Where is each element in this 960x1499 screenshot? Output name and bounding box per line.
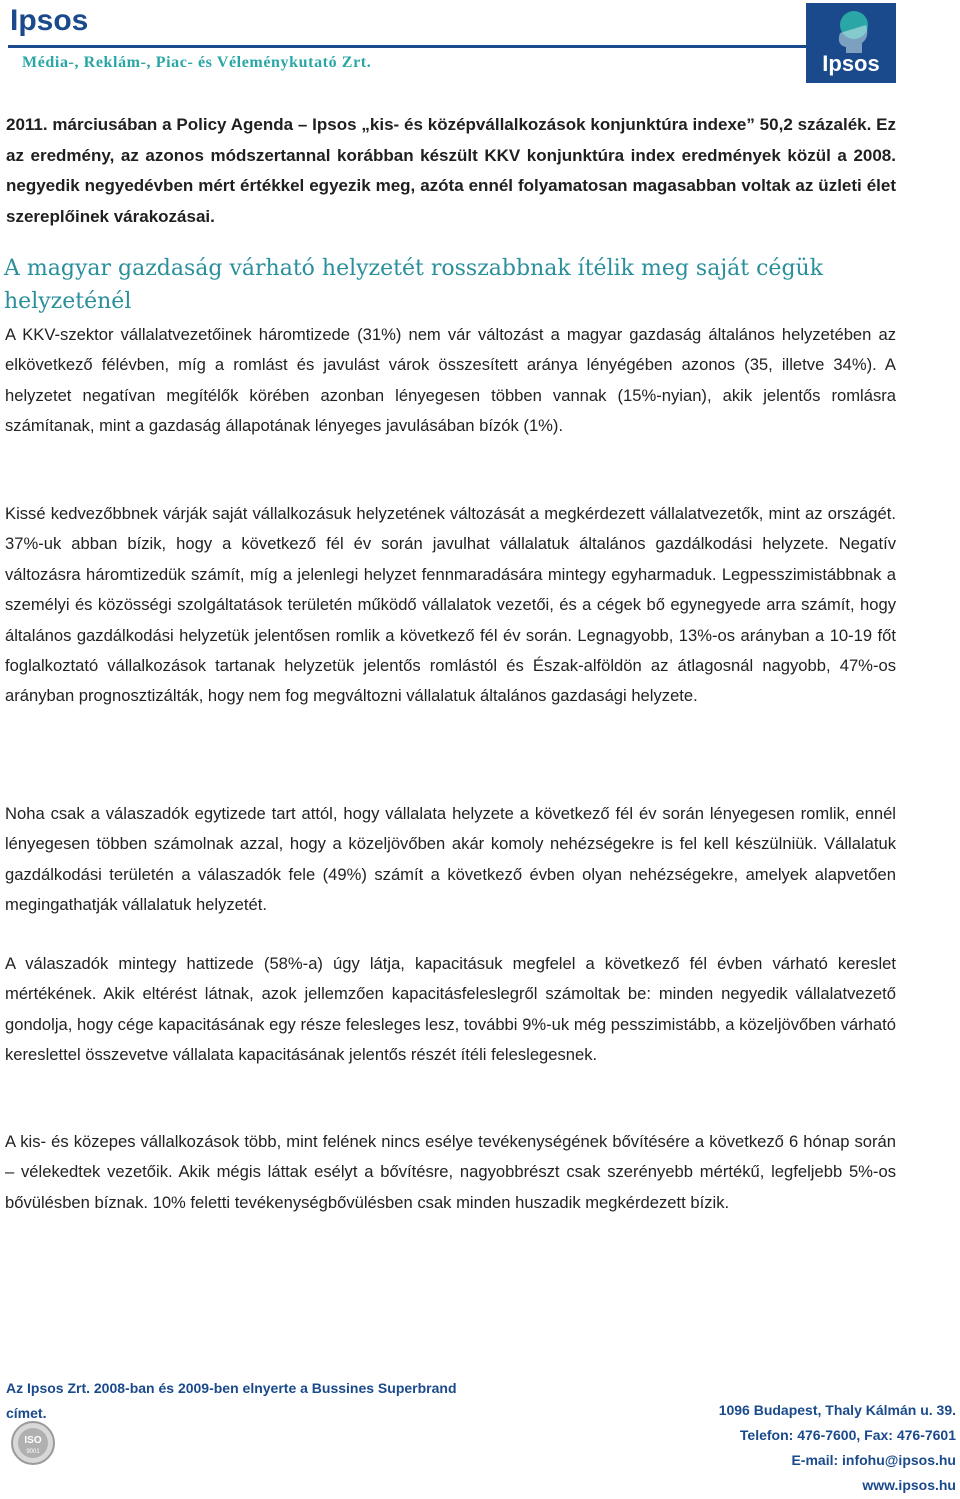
footer-award [6,1376,457,1426]
logo-text: Ipsos [822,51,880,76]
address: 1096 Budapest, Thaly Kálmán u. 39. [718,1402,956,1418]
email[interactable]: E-mail: infohu@ipsos.hu [791,1452,956,1468]
award-line-2: címet. [6,1405,47,1421]
lead-paragraph: 2011. márciusában a Policy Agenda – Ipsos „kis- és középvállalkozások konjunktúra indexe” 50,2 százalék. Ez az eredmény, az azonos módszertannal korábban készült KKV konjunktúra index eredmények közül a 2008. negyedik negyedévben mért értékkel egyezik meg, azóta ennél folyamatosan magasabban voltak az üzleti élet szereplőinek várakozásai. [6,115,896,226]
award-line-1: Az Ipsos Zrt. 2008-ban és 2009-ben elnyerte a Bussines Superbrand [6,1380,457,1396]
header-rule [8,45,808,48]
iso-label: ISO [24,1435,42,1446]
body-paragraph: A kis- és közepes vállalkozások több, mint felének nincs esélye tevékenységének bővítésére a következő 6 hónap során – vélekedtek vezetőik. Akik mégis láttak esélyt a bővítésre, nagyobbrészt csak szerényebb mértékű, legfeljebb 5%-os bővülésben bíznak. 10% feletti tevékenységbővülésben csak minden huszadik megkérdezett bízik. [5,1132,896,1212]
body-paragraph: A KKV-szektor vállalatvezetőinek háromtizede (31%) nem vár változást a magyar gazdaság általános helyzetében az elkövetkező félévben, míg a romlást és javulást várok összesített aránya lényégében azonos (35, illetve 34%). A helyzetet negatívan megítélők körében azonban lényegesen többen vannak (15%-nyian), akik jelentős romlásra számítanak, mint a gazdaság állapotának lényeges javulásában bízók (1%). [5,325,896,436]
section-heading: A magyar gazdaság várható helyzetét rosszabbnak ítélik meg saját cégük helyzeténél [4,256,824,314]
website-link[interactable]: www.ipsos.hu [862,1477,956,1493]
phone-fax: Telefon: 476-7600, Fax: 476-7601 [739,1427,956,1443]
iso-certification-icon [10,1420,56,1466]
footer-contact [719,1398,956,1498]
iso-number: 9001 [26,1449,40,1455]
body-paragraph: Noha csak a válaszadók egytizede tart attól, hogy vállalata helyzete a következő fél év során lényegesen romlik, ennél lényegesen többen számolnak azzal, hogy a közeljövőben akár komoly nehézségekre is fel kell készülniük. Vállalatuk gazdálkodási területén a válaszadók fele (49%) számít a következő évben olyan nehézségekre, amelyek alapvetően megingathatják vállalatuk helyzetét. [5,804,896,915]
brand-name: Ipsos [10,4,89,37]
page-header [0,0,960,95]
company-subtitle: Média-, Reklám-, Piac- és Véleménykutató Zrt. [22,54,372,71]
ipsos-logo-icon [806,3,896,83]
body-paragraph: Kissé kedvezőbbnek várják saját vállalkozásuk helyzetének változását a megkérdezett vállalatvezetők, mint az országét. 37%-uk abban bízik, hogy a következő fél év során javulhat vállalatuk általános gazdálkodási helyzete. Negatív változásra háromtizedük számít, míg a jelenlegi helyzet fennmaradására mintegy egyharmaduk. Legpesszimistábbnak a személyi és közösségi szolgáltatások területén működő vállalatok vezetői, és a cégek bő egynegyede arra számít, hogy általános gazdálkodási helyzetük jelentősen romlik a következő fél év során. Legnagyobb, 13%-os arányban a 10-19 főt foglalkoztató vállalkozások tartanak helyzetük jelentős romlástól és Észak-alföldön az átlagosnál nagyobb, 47%-os arányban prognosztizálták, hogy nem fog megváltozni vállalatuk általános gazdasági helyzete. [5,504,896,706]
body-paragraph: A válaszadók mintegy hattizede (58%-a) úgy látja, kapacitásuk megfelel a következő fél évben várható kereslet mértékének. Akik eltérést látnak, azok jellemzően kapacitásfeleslegről számoltak be: minden negyedik vállalatvezető gondolja, hogy cége kapacitásának egy része felesleges lesz, további 9%-uk még pesszimistább, a közeljövőben várható kereslettel összevetve vállalata kapacitásának jelentős részét ítéli feleslegesnek. [5,954,896,1065]
